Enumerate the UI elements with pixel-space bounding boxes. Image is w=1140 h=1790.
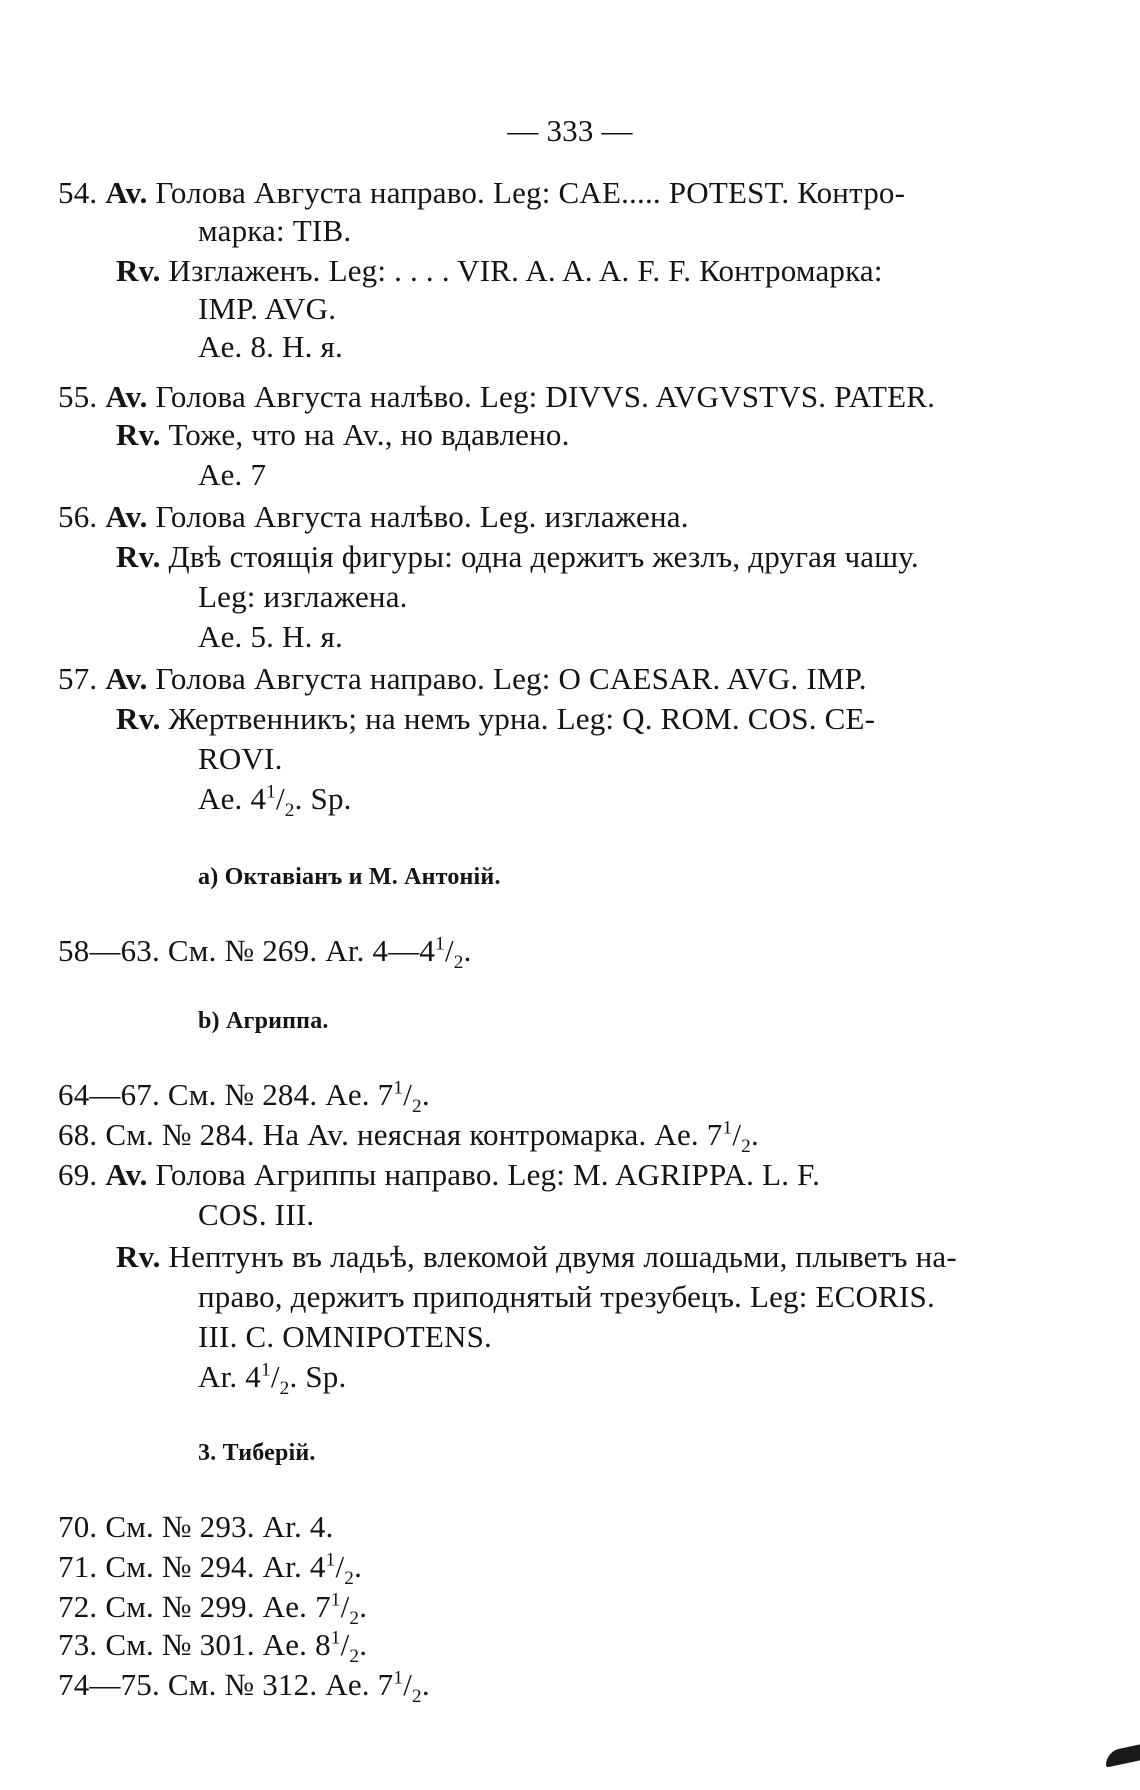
side-label: Av. [105, 499, 148, 534]
entry-text: Жертвенникъ; на немъ урна. Leg: Q. ROM. COS. CE- [168, 701, 876, 736]
entry-69-line-3 [116, 1238, 957, 1276]
entry-label: 74—75. [58, 1667, 160, 1702]
section-heading-a: а) Октавіанъ и М. Антоній. [198, 864, 501, 890]
item-73: 73. См. № 301. Ae. $8^1/_2$. [58, 1627, 368, 1668]
value-text: См. № 299. Ae. 7 [105, 1589, 331, 1624]
fraction-denominator: 2 [349, 1646, 360, 1668]
entry-57-line-1 [58, 660, 867, 698]
entry-text: Нептунъ въ ладьѣ, влекомой двумя лошадьми, плыветъ на- [168, 1239, 957, 1274]
entry-69-line-4: право, держитъ приподнятый трезубецъ. Leg: ECORIS. [198, 1279, 935, 1314]
entry-57-line-3: ROVI. [198, 741, 283, 776]
fraction-numerator: 1 [266, 781, 276, 803]
fraction-denominator: 2 [344, 1568, 355, 1590]
section-heading-3: 3. Тиберій. [198, 1440, 316, 1466]
page-corner-mark [1106, 1744, 1140, 1767]
fraction-numerator: 1 [261, 1359, 271, 1381]
item-72: 72. См. № 299. Ae. $7^1/_2$. [58, 1589, 368, 1630]
value-tail: . Sp. [294, 781, 352, 816]
value-tail: . [359, 1627, 368, 1662]
entry-label: 69. [58, 1157, 98, 1192]
item-68: 68. См. № 284. На Av. неясная контромарка. Ae. $7^1/_2$. [58, 1117, 759, 1158]
value-text: См. № 293. Ar. 4. [105, 1509, 334, 1544]
entry-text: Голова Августа направо. Leg: CAE..... POTEST. Контро- [155, 175, 906, 210]
entry-text: Двѣ стоящія фигуры: одна держитъ жезлъ, другая чашу. [168, 539, 919, 574]
entry-56-line-4: Ae. 5. Н. я. [198, 619, 343, 654]
value-text: См. № 269. Ar. 4—4 [167, 933, 436, 968]
item-70 [58, 1508, 334, 1546]
side-label: Av. [105, 1157, 148, 1192]
fraction-numerator: 1 [393, 1667, 404, 1689]
entry-54-line-2: марка: TIB. [198, 213, 352, 248]
entry-56-line-3: Leg: изглажена. [198, 579, 408, 614]
value-tail: . [354, 1549, 363, 1584]
entry-text: Тоже, что на Av., но вдавлено. [168, 417, 570, 452]
fraction-denominator: 2 [741, 1136, 751, 1158]
fraction-denominator: 2 [284, 800, 295, 822]
fraction-denominator: 2 [349, 1608, 360, 1630]
side-label: Rv. [116, 1239, 161, 1274]
entry-label: 68. [58, 1117, 98, 1152]
fraction-denominator: 2 [453, 952, 464, 974]
item-74-75: 74—75. См. № 312. Ae. $7^1/_2$. [58, 1667, 430, 1708]
value-tail: . Sp. [289, 1359, 347, 1394]
entry-69-line-6: Ar. $4^1/_2$. Sp. [198, 1359, 347, 1400]
value-text: Ar. 4 [198, 1359, 261, 1394]
entry-label: 71. [58, 1549, 98, 1584]
side-label: Av. [105, 379, 148, 414]
entry-57-line-2 [116, 700, 875, 738]
fraction-numerator: 1 [722, 1117, 733, 1139]
value-text: См. № 301. Ae. 8 [105, 1627, 331, 1662]
entry-54-line-4: IMP. AVG. [198, 291, 337, 326]
entry-69-line-2: COS. III. [198, 1197, 315, 1232]
entry-55-line-1 [58, 378, 935, 416]
entry-label: 55. [58, 379, 98, 414]
entry-label: 64—67. [58, 1077, 160, 1112]
fraction-denominator: 2 [412, 1096, 422, 1118]
fraction-denominator: 2 [412, 1686, 422, 1708]
value-tail: . [463, 933, 472, 968]
entry-56-line-1 [58, 498, 689, 536]
fraction-numerator: 1 [330, 1589, 341, 1611]
entry-54-line-1 [58, 174, 905, 212]
value-text: См. № 312. Ae. 7 [167, 1667, 394, 1702]
fraction-numerator: 1 [435, 933, 445, 955]
fraction-denominator: 2 [279, 1378, 290, 1400]
side-label: Rv. [116, 701, 161, 736]
entry-text: Голова Агриппы направо. Leg: M. AGRIPPA. L. F. [155, 1157, 821, 1192]
side-label: Av. [105, 661, 148, 696]
entry-label: 56. [58, 499, 98, 534]
entry-label: 72. [58, 1589, 98, 1624]
item-71: 71. См. № 294. Ar. $4^1/_2$. [58, 1549, 363, 1590]
entry-55-line-2 [116, 416, 570, 454]
entry-label: 73. [58, 1627, 98, 1662]
entry-text: Изглаженъ. Leg: . . . . VIR. A. A. A. F. F. Контромарка: [168, 253, 883, 288]
value-tail: . [421, 1077, 430, 1112]
side-label: Rv. [116, 417, 161, 452]
value-text: Ae. 4 [198, 781, 267, 816]
entry-55-line-3: Ae. 7 [198, 457, 267, 492]
item-64-67: 64—67. См. № 284. Ae. $7^1/_2$. [58, 1077, 430, 1118]
value-text: См. № 294. Ar. 4 [105, 1549, 326, 1584]
item-58-63: 58—63. См. № 269. Ar. $4—4^1/_2$. [58, 933, 472, 974]
entry-69-line-1 [58, 1156, 820, 1194]
fraction-numerator: 1 [325, 1549, 336, 1571]
entry-57-line-4: Ae. $4^1/_2$. Sp. [198, 781, 352, 822]
entry-54-line-5: Ae. 8. Н. я. [198, 329, 343, 364]
entry-label: 58—63. [58, 933, 160, 968]
side-label: Av. [105, 175, 148, 210]
value-text: См. № 284. Ae. 7 [167, 1077, 394, 1112]
entry-label: 57. [58, 661, 98, 696]
entry-69-line-5: III. C. OMNIPOTENS. [198, 1319, 492, 1354]
side-label: Rv. [116, 539, 161, 574]
entry-text: Голова Августа направо. Leg: O CAESAR. AVG. IMP. [155, 661, 867, 696]
entry-56-line-2 [116, 538, 919, 576]
fraction-numerator: 1 [330, 1627, 341, 1649]
entry-54-line-3 [116, 252, 883, 290]
entry-text: Голова Августа налѣво. Leg. изглажена. [155, 499, 689, 534]
section-heading-b: b) Агриппа. [198, 1008, 329, 1034]
value-tail: . [750, 1117, 759, 1152]
value-tail: . [421, 1667, 430, 1702]
page-number: — 333 — [507, 113, 633, 148]
side-label: Rv. [116, 253, 161, 288]
fraction-numerator: 1 [393, 1077, 404, 1099]
entry-label: 54. [58, 175, 98, 210]
entry-label: 70. [58, 1509, 98, 1544]
value-text: См. № 284. На Av. неясная контромарка. Ae. 7 [105, 1117, 723, 1152]
value-tail: . [359, 1589, 368, 1624]
entry-text: Голова Августа налѣво. Leg: DIVVS. AVGVSTVS. PATER. [155, 379, 936, 414]
